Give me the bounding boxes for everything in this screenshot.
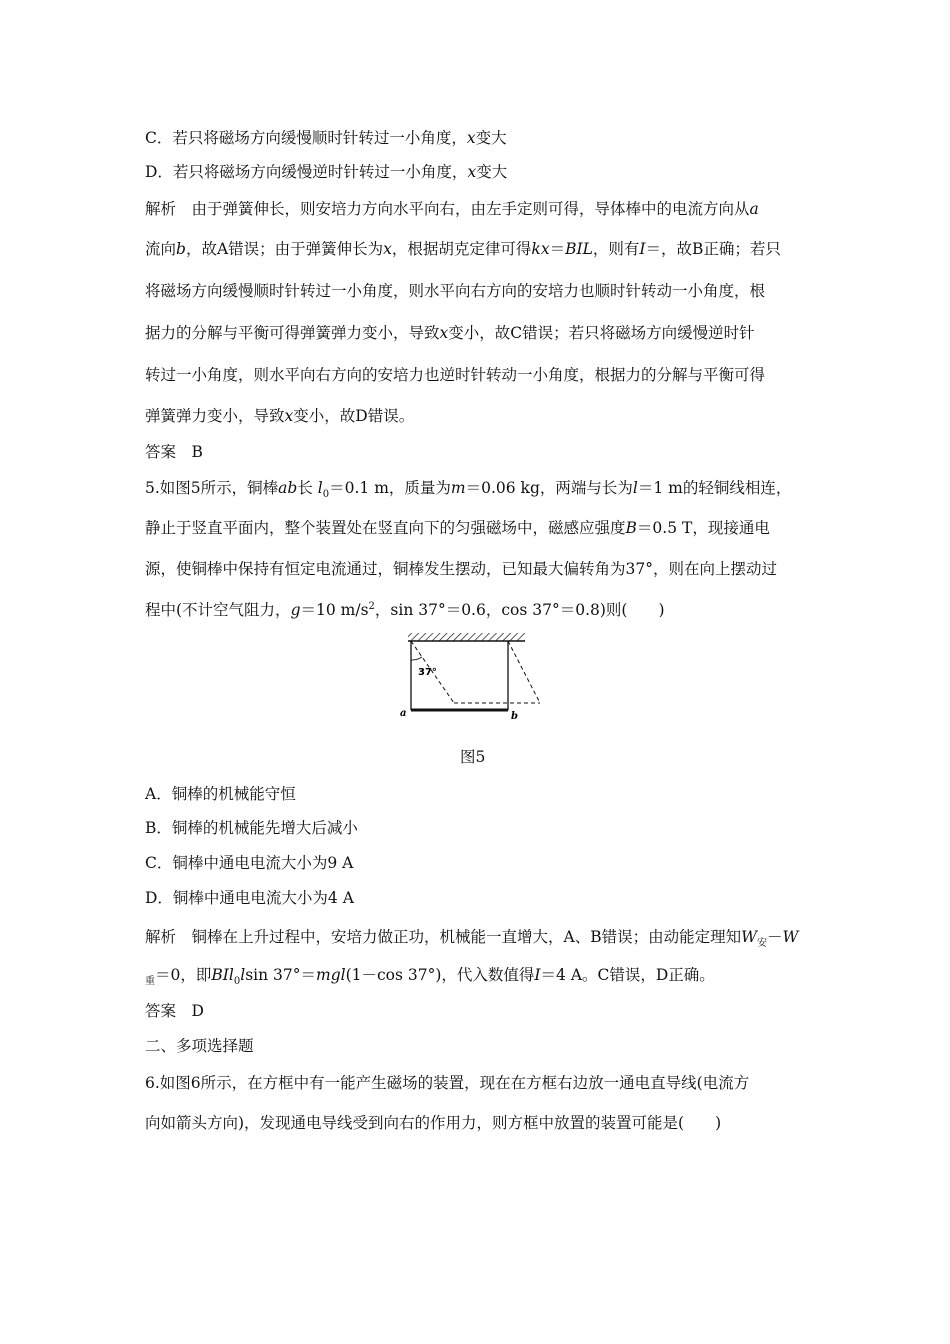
q4-analysis-line: 将磁场方向缓慢顺时针转过一小角度，则水平向右方向的安培力也顺时针转动一小角度，根 [145,282,766,300]
q5-option-a: A．铜棒的机械能守恒 [145,785,296,803]
q5-stem-line: 静止于竖直平面内，整个装置处在竖直向下的匀强磁场中，磁感应强度B＝0.5 T，现接通电 [145,519,770,537]
q5-analysis-line: 解析 铜棒在上升过程中，安培力做正功，机械能一直增大，A、B错误；由动能定理知$W_安-W$ [145,928,799,949]
ceiling-hatch [408,633,525,641]
q6-stem-line: 向如箭头方向)，发现通电导线受到向右的作用力，则方框中放置的装置可能是( ) [145,1114,722,1132]
q5-analysis-line: $_重$＝0，即BIl$_0$lsin 37°＝mgl(1－cos 37°)，代入数值得I＝4 A。C错误，D正确。 [145,966,715,987]
deflected-right-wire [508,641,540,703]
angle-arc [411,657,422,660]
figure-5-pendulum-diagram [400,630,550,722]
q5-answer: 答案 D [145,1002,204,1020]
q4-answer: 答案 B [145,443,203,461]
q5-stem-line: 5.如图5所示，铜棒ab长 $l_0=0.1$ m，质量为m＝0.06 kg，两端与长为l＝1 m的轻铜线相连， [145,479,792,500]
section-heading: 二、多项选择题 [145,1037,254,1055]
q5-option-d: D．铜棒中通电电流大小为4 A [145,889,354,907]
q4-analysis-line: 流向b，故A错误；由于弹簧伸长为x，根据胡克定律可得kx＝BIL，则有I＝，故B正确；若只 [145,240,781,258]
q4-analysis-line: 解析 由于弹簧伸长，则安培力方向水平向右，由左手定则可得，导体棒中的电流方向从a [145,200,759,218]
q4-option-c: C．若只将磁场方向缓慢顺时针转过一小角度，x变大 [145,129,507,147]
q5-option-c: C．铜棒中通电电流大小为9 A [145,854,354,872]
q5-stem-line: 源，使铜棒中保持有恒定电流通过，铜棒发生摆动，已知最大偏转角为37°，则在向上摆动过 [145,560,777,578]
q5-option-b: B．铜棒的机械能先增大后减小 [145,819,358,837]
angle-label: 37° [418,667,437,678]
q5-stem-line: 程中(不计空气阻力，g＝10 $m/s^2$，sin 37°＝0.6，cos 37°＝0.8)则( ) [145,601,665,619]
q6-stem-line: 6.如图6所示，在方框中有一能产生磁场的装置，现在在方框右边放一通电直导线(电流方 [145,1074,750,1092]
figure-5-caption: 图5 [460,748,486,766]
q4-analysis-line: 转过一小角度，则水平向右方向的安培力也逆时针转动一小角度，根据力的分解与平衡可得 [145,366,766,384]
point-b-label: b [511,711,518,722]
q4-analysis-line: 据力的分解与平衡可得弹簧弹力变小，导致x变小，故C错误；若只将磁场方向缓慢逆时针 [145,324,755,342]
q4-analysis-line: 弹簧弹力变小，导致x变小，故D错误。 [145,407,415,425]
q4-option-d: D．若只将磁场方向缓慢逆时针转过一小角度，x变大 [145,163,508,181]
point-a-label: a [400,708,407,719]
